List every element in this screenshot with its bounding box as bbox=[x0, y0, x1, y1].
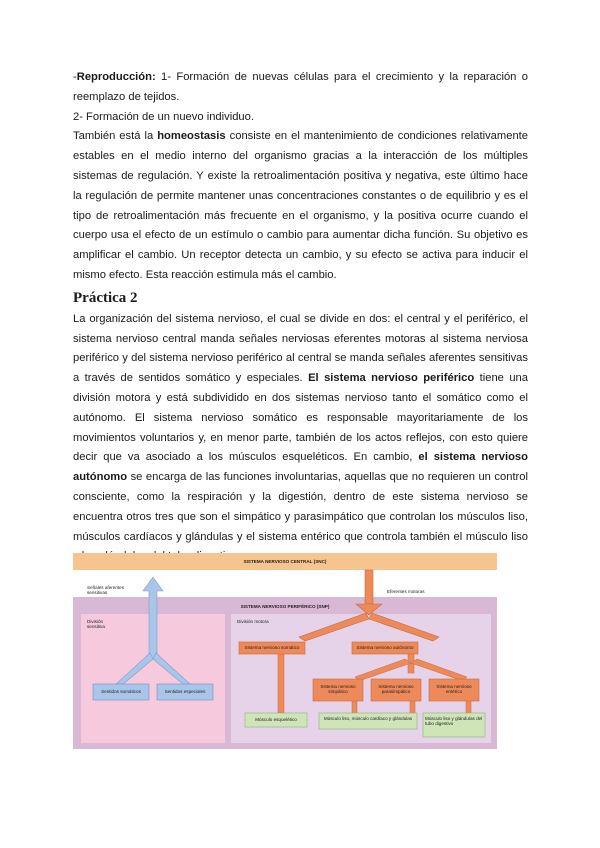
document-page bbox=[73, 68, 528, 567]
aferentes-label: Señales aferentes sensitivas bbox=[87, 585, 125, 596]
nuevo-individuo-text: 2- Formación de un nuevo individuo. bbox=[73, 110, 254, 123]
snp-label: SISTEMA NERVIOSO PERIFÉRICO (SNP) bbox=[240, 604, 330, 609]
snc-label: SISTEMA NERVIOSO CENTRAL (SNC) bbox=[243, 559, 327, 564]
enterico-label: Sistema nervioso entérico bbox=[436, 684, 472, 695]
term-homeostasis: homeostasis bbox=[157, 130, 226, 143]
paragraph-homeostasis bbox=[73, 127, 528, 285]
sn-text-1: La organización del sistema nervioso, el cual se divide en dos: el central y el periférico, el sistema nervioso central manda señales nerviosas eferentes motoras al sistema nerviosa periférico y del sistema nervioso periférico al central se manda señales aferentes sensitivas a través de sentidos somático y especiales. bbox=[73, 312, 528, 385]
homeostasis-text-2: consiste en el mantenimiento de condiciones relativamente estables en el medio interno del organismo gracias a la interacción de los múltiples sistemas de regulación. Y existe la retroalimentación positiva y negativa, este último hace la regulación de permite mantener unas concentraciones constantes o de equilibrio y es el tipo de retroalimentación más frecuente en el organismo, y la positiva ocurre cuando el cuerpo usa el efecto de un estímulo o cambio para aumentar dicha función. Su objetivo es amplificar el cambio. Un receptor detecta un cambio, y su efecto se activa para inducir el mismo efecto. Esta reacción estimula más el cambio. bbox=[73, 130, 529, 281]
term-snp: El sistema nervioso periférico bbox=[308, 372, 475, 385]
term-reproduccion: Reproducción: bbox=[76, 71, 156, 83]
division-motora-label: División motora bbox=[237, 619, 269, 624]
paragraph-sistema-nervioso bbox=[73, 310, 528, 567]
autonomo-label: Sistema nervioso autónomo bbox=[356, 645, 414, 650]
simpatico-label: Sistema nervioso simpático bbox=[320, 684, 356, 695]
bullet-dash: - bbox=[73, 71, 77, 83]
musculo-esqueletico-label: Músculo esquelético bbox=[255, 717, 297, 722]
musculo-liso-tubo-label: Músculo liso y glándulas del tubo digestivo bbox=[425, 716, 483, 727]
sn-text-2: tiene una división motora y está subdividido en dos sistemas nervioso tanto el somático como el autónomo. El sistema nervioso somático es responsable mayoritariamente de los movimientos voluntarios y, en menor parte, también de los actos reflejos, con esto quiere decir que va asociado a los músculos esqueléticos. En cambio, bbox=[73, 372, 528, 464]
paragraph-nuevo-individuo bbox=[73, 108, 528, 128]
reproduccion-text: 1- Formación de nuevas células para el crecimiento y la reparación o reemplazo de tejidos. bbox=[73, 71, 528, 103]
homeostasis-text-1: También está la bbox=[73, 130, 158, 143]
sentidos-somaticos-label: Sentidos somáticos bbox=[101, 689, 141, 694]
somatico-label: Sistema nervioso somático bbox=[244, 645, 300, 650]
paragraph-reproduccion bbox=[73, 68, 528, 108]
sn-text-3: se encarga de las funciones involuntarias, aquellas que no requieren un control consciente, como la respiración y la digestión, dentro de este sistema nervioso se encuentra otros tres que son el simpático y parasimpático que controlan los músculos liso, músculos cardíacos y glándulas y el sistema entérico que controla también el músculo liso bbox=[73, 471, 528, 543]
eferentes-label: Eferentes motoras bbox=[387, 589, 425, 594]
musculo-liso-label: Músculo liso, músculo cardíaco y glándulas bbox=[323, 716, 413, 721]
section-heading: Práctica 2 bbox=[73, 289, 138, 306]
term-sna: el sistema nervioso autónomo bbox=[73, 451, 528, 484]
parasimpatico-label: Sistema nervioso parasimpático bbox=[378, 684, 414, 695]
division-sensitiva-label: División sensitiva bbox=[87, 619, 105, 630]
nervous-system-diagram bbox=[73, 553, 497, 749]
sentidos-especiales-label: Sentidos especiales bbox=[164, 689, 206, 694]
